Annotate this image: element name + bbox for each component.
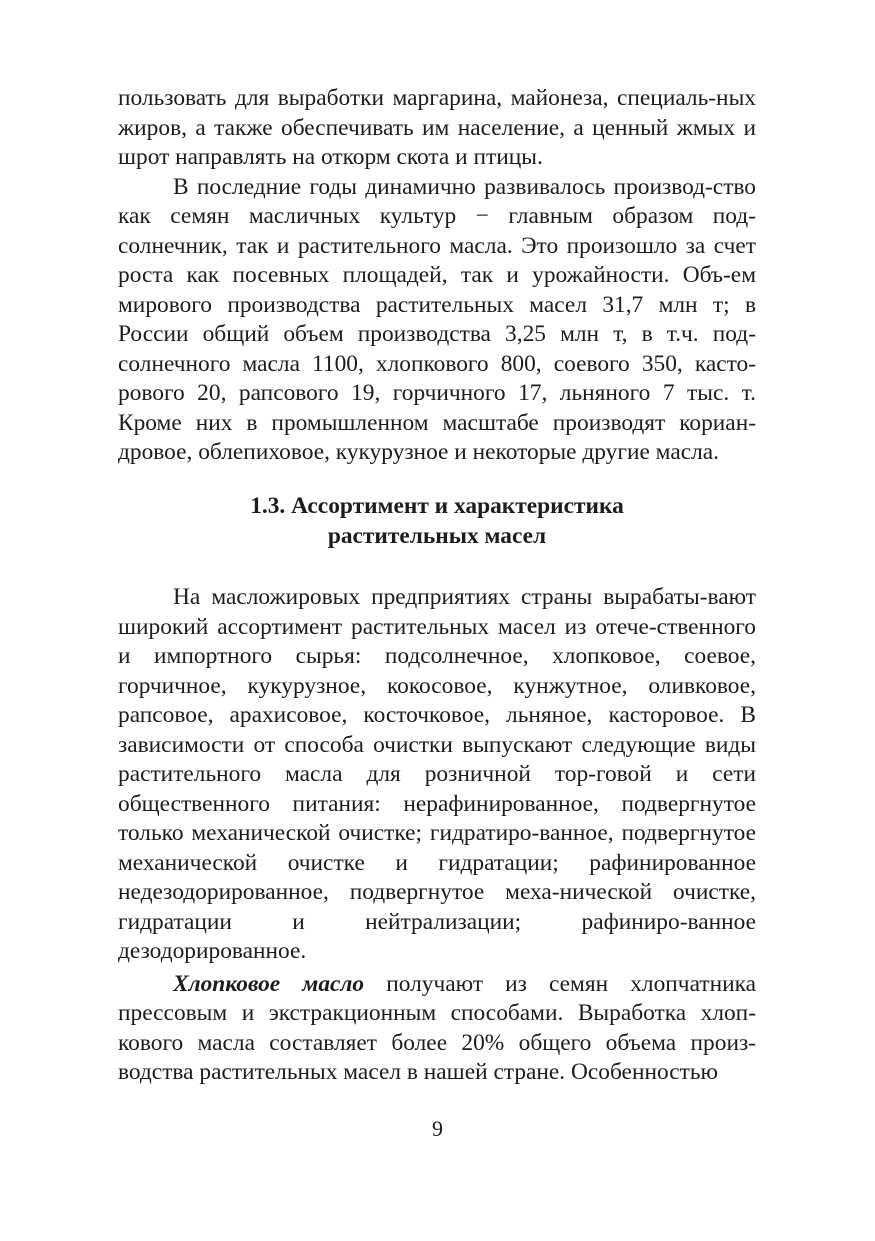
paragraph-continuation: пользовать для выработки маргарина, майонеза, специаль-ных жиров, а также обеспечивать им население, а ценный жмых и шрот направлять на откорм скота и птицы. (118, 85, 756, 170)
lower-text-block (118, 583, 756, 1088)
paragraph-production-growth: В последние годы динамично развивалось производ-ство как семян масличных культур − главным образом под-солнечник, так и растительного масла. Это произошло за счет роста как посевных площадей, так и урожайности. Объ-ем мирового производства растительных масел 31,7 млн т; в России общий объем производства 3,25 млн т, в т.ч. под-солнечного масла 1100, хлопкового 800, соевого 350, касто-рового 20, рапсового 19, горчичного 17, льняного 7 тыс. т. Кроме них в промышленном масштабе производят кориан-дровое, облепиховое, кукурузное и некоторые другие масла. (118, 173, 756, 465)
term-cottonseed-oil: Хлопковое масло (173, 970, 365, 997)
paragraph-cottonseed-oil-text: получают из семян хлопчатника прессовым и экстракционным способами. Выработка хлоп-кового масла составляет более 20% общего объема произ-водства растительных масел в нашей стране. Особенностью (118, 970, 756, 1085)
section-title-line-1: 1.3. Ассортимент и характеристика (250, 493, 624, 519)
section-heading (118, 492, 756, 551)
upper-text-block (118, 84, 756, 468)
paragraph-assortment: На масложировых предприятиях страны вырабаты-вают широкий ассортимент растительных масел из отече-ственного и импортного сырья: подсолнечное, хлопковое, соевое, горчичное, кукурузное, кокосовое, кунжутное, оливковое, рапсовое, арахисовое, косточковое, льняное, касторовое. В зависимости от способа очистки выпускают следующие виды растительного масла для розничной тор-говой и сети общественного питания: нерафинированное, подвергнутое только механической очистке; гидратиро-ванное, подвергнутое механической очистке и гидратации; рафинированное недезодорированное, подвергнутое меха-нической очистке, гидратации и нейтрализации; рафиниро-ванное дезодорированное. (118, 584, 756, 964)
page-number: 9 (432, 1116, 443, 1141)
paragraph-cottonseed-oil (118, 970, 756, 1088)
section-title-line-2: растительных масел (327, 522, 547, 549)
